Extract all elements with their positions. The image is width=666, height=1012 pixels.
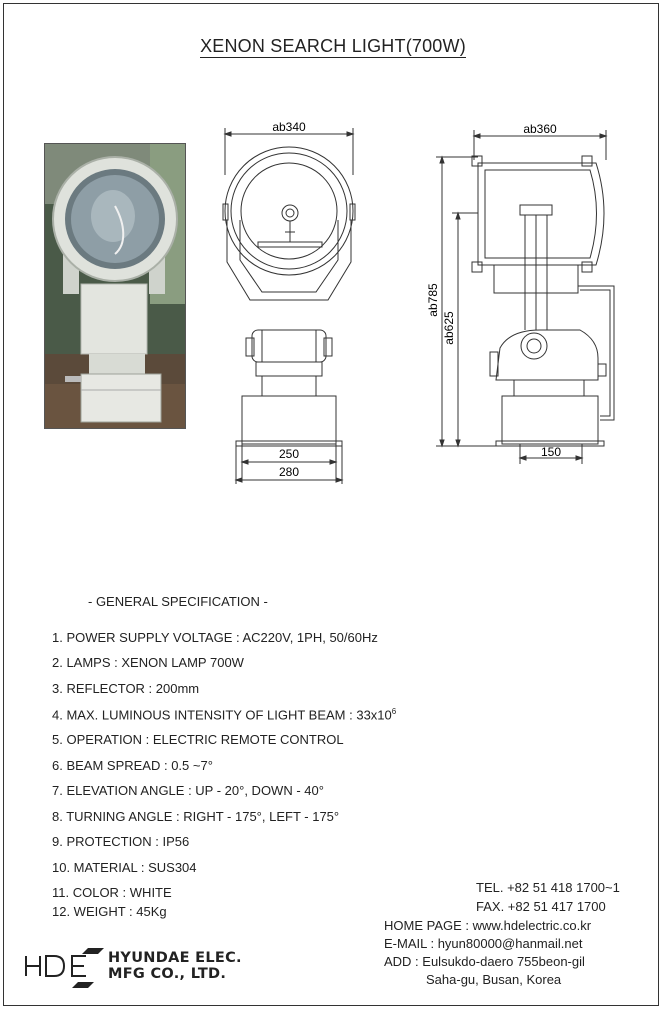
spec-superscript: 6 xyxy=(391,707,397,716)
spec-item: 2. LAMPS : XENON LAMP 700W xyxy=(52,655,244,670)
spec-item: 9. PROTECTION : IP56 xyxy=(52,834,190,849)
contact-address-line2: Saha-gu, Busan, Korea xyxy=(426,972,562,987)
dim-side-width: ab360 xyxy=(523,122,557,136)
spec-item-text: 4. MAX. LUMINOUS INTENSITY OF LIGHT BEAM : 33x10 xyxy=(52,707,392,723)
dim-front-base-inner: 250 xyxy=(278,447,300,461)
dim-front-width: ab340 xyxy=(272,120,306,134)
contact-address-line1: ADD : Eulsukdo-daero 755beon-gil xyxy=(384,954,585,969)
contact-fax: FAX. +82 51 417 1700 xyxy=(476,899,606,914)
spec-item: 12. WEIGHT : 45Kg xyxy=(52,904,167,919)
company-name-line2: MFG CO., LTD. xyxy=(108,966,227,982)
spec-item: 10. MATERIAL : SUS304 xyxy=(52,860,197,875)
spec-item: 3. REFLECTOR : 200mm xyxy=(52,681,200,696)
spec-item: 5. OPERATION : ELECTRIC REMOTE CONTROL xyxy=(52,732,344,747)
contact-email: E-MAIL : hyun80000@hanmail.net xyxy=(384,936,583,951)
dim-front-base-outer: 280 xyxy=(278,465,300,479)
spec-item: 1. POWER SUPPLY VOLTAGE : AC220V, 1PH, 50/60Hz xyxy=(52,630,378,645)
spec-item: 7. ELEVATION ANGLE : UP - 20°, DOWN - 40° xyxy=(52,783,324,798)
document-title-text: XENON SEARCH LIGHT(700W) xyxy=(200,36,466,56)
spec-heading: - GENERAL SPECIFICATION - xyxy=(88,594,268,609)
spec-item: 8. TURNING ANGLE : RIGHT - 175°, LEFT - 175° xyxy=(52,809,340,824)
dim-side-height-center: ab625 xyxy=(442,311,456,345)
spec-item xyxy=(52,707,396,722)
dim-side-height-total: ab785 xyxy=(426,283,440,317)
company-name xyxy=(108,950,242,982)
spec-item: 6. BEAM SPREAD : 0.5 ~7° xyxy=(52,758,213,773)
company-logo xyxy=(24,942,108,990)
contact-homepage: HOME PAGE : www.hdelectric.co.kr xyxy=(384,918,592,933)
company-name-line1: HYUNDAE ELEC. xyxy=(108,950,242,966)
spec-item: 11. COLOR : WHITE xyxy=(52,885,172,900)
contact-tel: TEL. +82 51 418 1700~1 xyxy=(476,880,620,895)
dim-side-base: 150 xyxy=(540,445,562,459)
